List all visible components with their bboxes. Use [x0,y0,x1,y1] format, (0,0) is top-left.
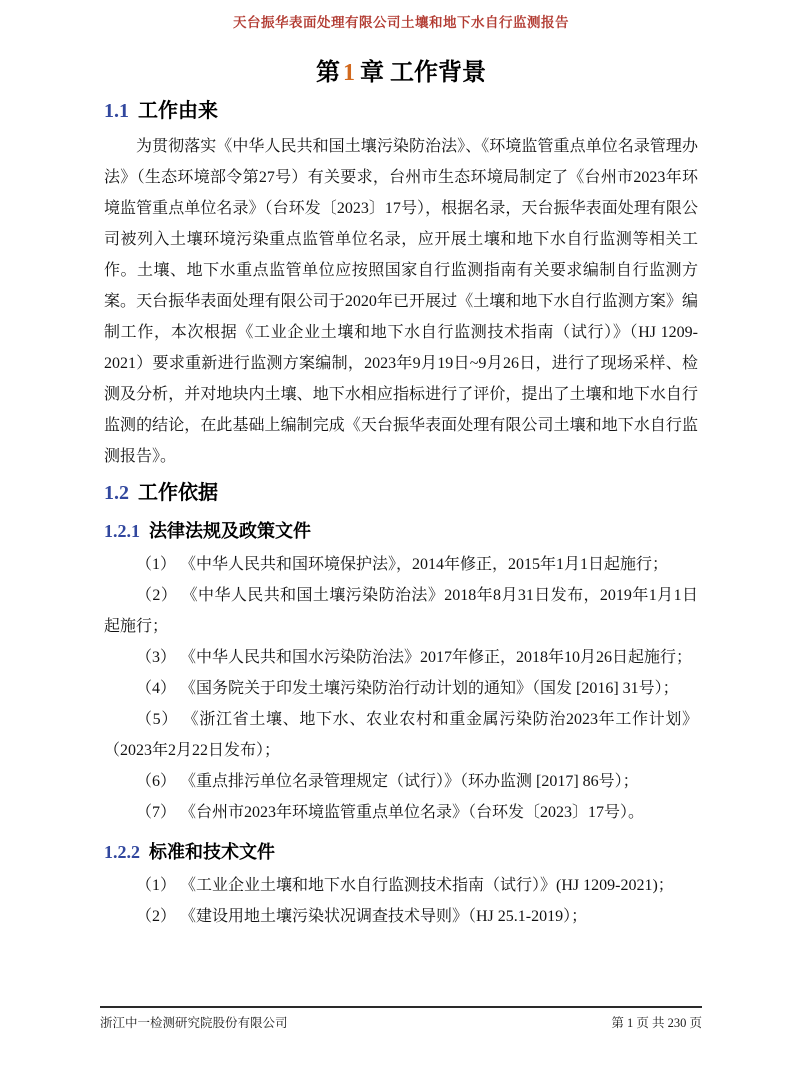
list-item: （4） 《国务院关于印发土壤污染防治行动计划的通知》（国发 [2016] 31号）； [136,680,679,697]
section-title: 工作由来 [138,100,218,122]
subsection-number: 1.2.2 [104,842,140,862]
list-item: （2） 《建设用地土壤污染状况调查技术导则》（HJ 25.1-2019）； [136,908,588,925]
subsection-heading-1-2-2 [104,839,698,865]
list-item: （7） 《台州市2023年环境监管重点单位名录》（台环发〔2023〕17号）。 [136,804,645,821]
list-item: （1） 《中华人民共和国环境保护法》，2014年修正，2015年1月1日起施行； [136,556,669,573]
chapter-title-suffix: 章 工作背景 [360,60,486,86]
footer-page-number: 第 1 页 共 230 页 [611,1016,702,1030]
section-heading-1-1 [104,97,698,125]
running-header-title: 天台振华表面处理有限公司土壤和地下水自行监测报告 [233,15,569,30]
section-1-1-paragraph: 为贯彻落实《中华人民共和国土壤污染防治法》、《环境监管重点单位名录管理办法》（生态环境部令第27号）有关要求，台州市生态环境局制定了《台州市2023年环境监管重点单位名录》（台环发〔2023〕17号），根据名录，天台振华表面处理有限公司被列入土壤环境污染重点监管单位名录，应开展土壤和地下水自行监测等相关工作。土壤、地下水重点监管单位应按照国家自行监测指南有关要求编制自行监测方案。天台振华表面处理有限公司于2020年已开展过《土壤和地下水自行监测方案》编制工作，本次根据《工业企业土壤和地下水自行监测技术指南（试行）》（HJ 1209-2021）要求重新进行监测方案编制，2023年9月19日~9月26日，进行了现场采样、检测及分析，并对地块内土壤、地下水相应指标进行了评价，提出了土壤和地下水自行监测的结论，在此基础上编制完成《天台振华表面处理有限公司土壤和地下水自行监测报告》。 [104,138,698,465]
section-title: 工作依据 [138,482,218,504]
chapter-title [104,56,698,90]
standards-items-list [104,870,698,932]
list-item: （5） 《浙江省土壤、地下水、农业农村和重金属污染防治2023年工作计划》（2023年2月22日发布）； [104,711,698,759]
chapter-title-prefix: 第 [316,60,340,86]
page-footer [100,1006,702,1031]
subsection-title: 标准和技术文件 [149,842,275,862]
section-number: 1.2 [104,482,129,504]
section-number: 1.1 [104,100,129,122]
list-item: （2） 《中华人民共和国土壤污染防治法》2018年8月31日发布，2019年1月1日起施行； [104,587,698,635]
footer-company-name: 浙江中一检测研究院股份有限公司 [100,1016,288,1030]
subsection-heading-1-2-1 [104,518,698,544]
section-heading-1-2 [104,479,698,507]
list-item: （6） 《重点排污单位名录管理规定（试行）》（环办监测 [2017] 86号）； [136,773,639,790]
list-item: （1） 《工业企业土壤和地下水自行监测技术指南（试行）》(HJ 1209-2021)； [136,877,674,894]
list-item: （3） 《中华人民共和国水污染防治法》2017年修正，2018年10月26日起施行； [136,649,693,666]
subsection-number: 1.2.1 [104,521,140,541]
chapter-title-number: 1 [343,60,355,86]
page-content [104,0,698,932]
legal-items-list [104,549,698,828]
subsection-title: 法律法规及政策文件 [149,521,311,541]
